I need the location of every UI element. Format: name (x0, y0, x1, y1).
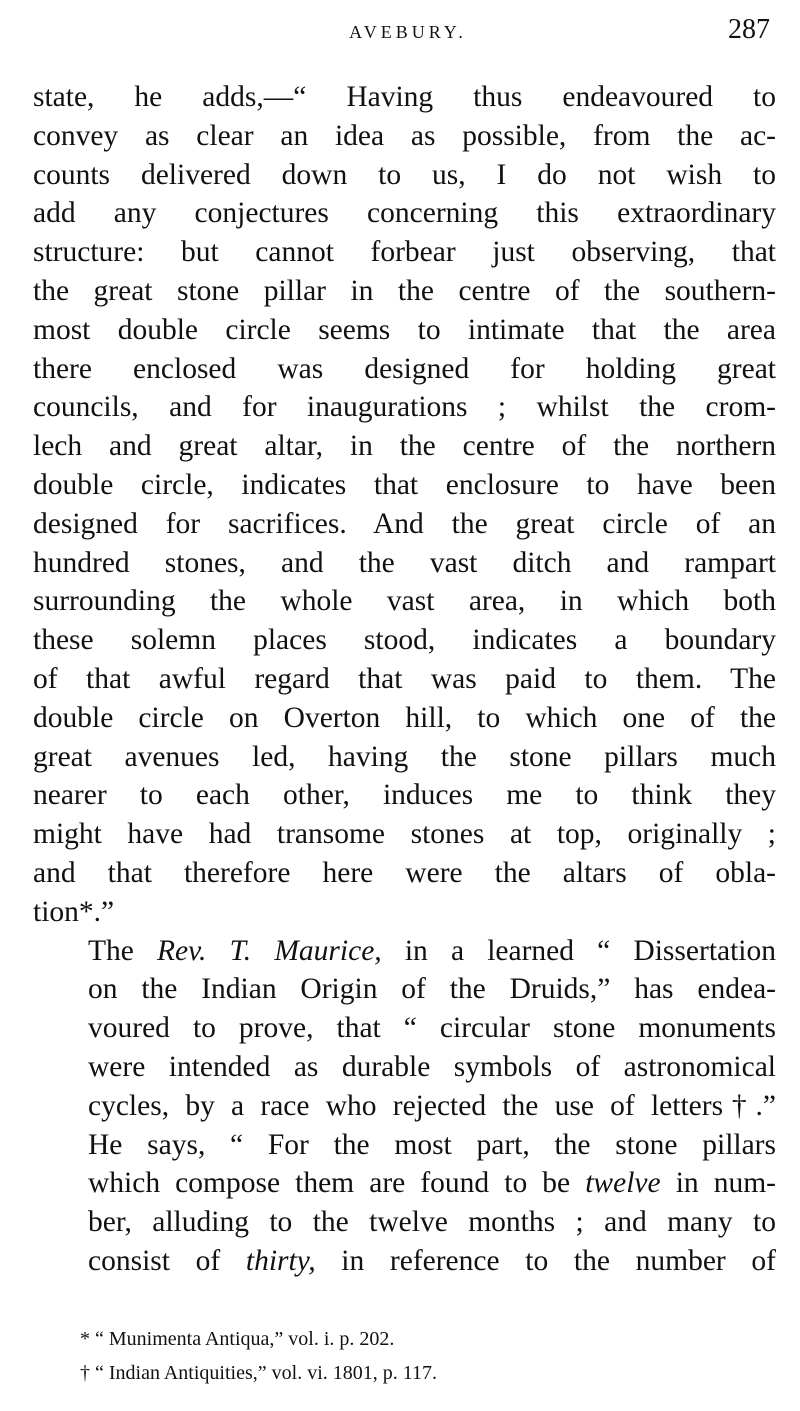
text-line: state, he adds,—“ Having thus endeavoured to (33, 81, 776, 113)
paragraph-quotation (33, 78, 776, 932)
text-line (33, 1242, 776, 1281)
text-line: great avenues led, having the stone pillars much (33, 740, 776, 773)
paragraph-maurice (33, 932, 776, 1281)
text-fragment: consist of (88, 1244, 246, 1277)
running-head: AVEBURY. (349, 22, 467, 42)
text-line: He says, “ For the most part, the stone pillars (88, 1128, 776, 1161)
text-line: counts delivered down to us, I do not wish to (33, 158, 776, 191)
body-text (33, 78, 776, 1281)
text-line: add any conjectures concerning this extraordinary (33, 197, 776, 230)
page-header (32, 14, 770, 50)
author-name: Rev. T. Maurice, (157, 934, 382, 967)
footnote: † “ Indian Antiquities,” vol. vi. 1801, p. 117. (80, 1362, 438, 1384)
text-line: of that awful regard that was paid to them. The (33, 662, 776, 695)
text-line: and that therefore here were the altars of obla- (33, 856, 776, 889)
emphasis: thirty, (245, 1244, 316, 1277)
text-line: tion*.” (33, 895, 115, 928)
text-line: the great stone pillar in the centre of the southern- (33, 274, 776, 307)
text-line: voured to prove, that “ circular stone monuments (88, 1012, 776, 1045)
text-fragment: in num- (660, 1167, 776, 1200)
text-line: councils, and for inaugurations ; whilst the crom- (33, 391, 776, 424)
text-fragment: which compose them are found to be (88, 1167, 586, 1200)
text-line: double circle, indicates that enclosure to have been (33, 468, 776, 501)
text-line: ber, alluding to the twelve months ; and many to (88, 1206, 776, 1239)
text-line (33, 932, 776, 971)
text-line: double circle on Overton hill, to which one of the (33, 701, 776, 734)
text-line: might have had transome stones at top, originally ; (33, 818, 776, 851)
text-line (33, 1164, 776, 1203)
footnote: * “ Munimenta Antiqua,” vol. i. p. 202. (80, 1328, 395, 1350)
text-fragment: in a learned “ Dissertation (381, 934, 776, 967)
text-line: convey as clear an idea as possible, from the ac- (33, 119, 776, 152)
text-line: on the Indian Origin of the Druids,” has endea- (88, 973, 776, 1006)
text-line: surrounding the whole vast area, in which both (33, 585, 776, 618)
text-line: lech and great altar, in the centre of the northern (33, 430, 776, 463)
text-line: these solemn places stood, indicates a boundary (33, 624, 776, 657)
text-line: there enclosed was designed for holding great (33, 352, 776, 385)
text-fragment: in reference to the number of (315, 1244, 776, 1277)
emphasis: twelve (585, 1167, 661, 1200)
page-number: 287 (728, 14, 770, 45)
text-line: structure: but cannot forbear just observing, that (33, 236, 776, 269)
text-fragment: The (88, 934, 158, 967)
footnotes (80, 1322, 770, 1390)
text-line: were intended as durable symbols of astronomical (88, 1050, 776, 1083)
text-line: designed for sacrifices. And the great circle of an (33, 507, 776, 540)
text-line: most double circle seems to intimate that the area (33, 313, 776, 346)
text-line: nearer to each other, induces me to think they (33, 779, 776, 812)
text-line: hundred stones, and the vast ditch and rampart (33, 546, 776, 579)
text-line: cycles, by a race who rejected the use of letters†.” (88, 1089, 776, 1122)
